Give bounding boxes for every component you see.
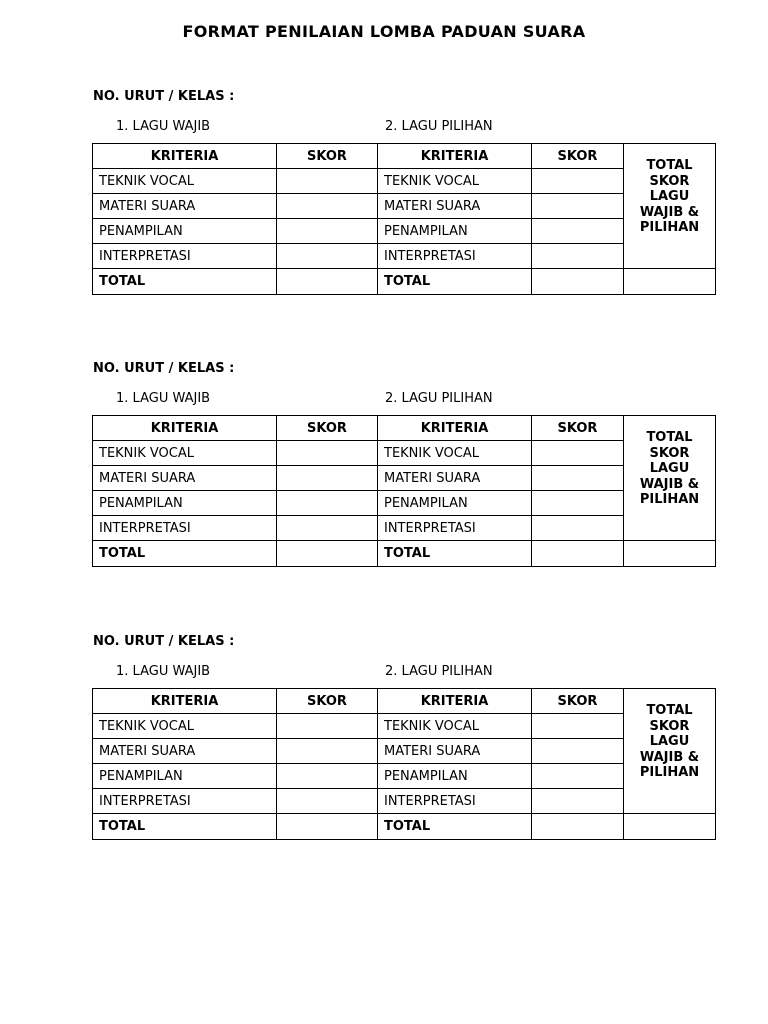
criteria-label: MATERI SUARA <box>93 194 277 219</box>
score-cell[interactable] <box>277 739 378 764</box>
criteria-label: INTERPRETASI <box>378 244 532 269</box>
score-cell[interactable] <box>532 739 624 764</box>
criteria-label: TEKNIK VOCAL <box>93 169 277 194</box>
table-row <box>93 441 716 466</box>
total-label: TOTAL <box>93 814 277 840</box>
table-row <box>93 219 716 244</box>
score-cell[interactable] <box>532 764 624 789</box>
criteria-label: MATERI SUARA <box>93 739 277 764</box>
table-header-row <box>93 416 716 441</box>
lagu-wajib-label: 1. LAGU WAJIB <box>116 664 211 679</box>
score-cell[interactable] <box>532 169 624 194</box>
total-row <box>93 541 716 567</box>
table-row <box>93 739 716 764</box>
score-cell[interactable] <box>532 491 624 516</box>
header-kriteria: KRITERIA <box>93 689 277 714</box>
total-label: TOTAL <box>378 814 532 840</box>
page-title: FORMAT PENILAIAN LOMBA PADUAN SUARA <box>182 22 586 41</box>
total-score-header: TOTAL SKOR LAGU WAJIB & PILIHAN <box>624 144 716 269</box>
lagu-pilihan-label: 2. LAGU PILIHAN <box>385 119 493 134</box>
criteria-label: INTERPRETASI <box>378 516 532 541</box>
header-kriteria: KRITERIA <box>378 416 532 441</box>
criteria-label: PENAMPILAN <box>378 219 532 244</box>
table-header-row <box>93 144 716 169</box>
header-skor: SKOR <box>532 689 624 714</box>
scoring-section-2 <box>0 361 768 591</box>
score-cell[interactable] <box>277 491 378 516</box>
score-cell[interactable] <box>277 516 378 541</box>
table-row <box>93 244 716 269</box>
score-cell[interactable] <box>532 789 624 814</box>
total-score-cell[interactable] <box>532 269 624 295</box>
score-table <box>92 415 716 567</box>
header-skor: SKOR <box>277 144 378 169</box>
score-cell[interactable] <box>277 219 378 244</box>
score-cell[interactable] <box>532 441 624 466</box>
header-kriteria: KRITERIA <box>93 144 277 169</box>
criteria-label: PENAMPILAN <box>378 764 532 789</box>
score-cell[interactable] <box>277 194 378 219</box>
scoring-section-1 <box>0 89 768 319</box>
criteria-label: TEKNIK VOCAL <box>93 441 277 466</box>
total-row <box>93 814 716 840</box>
table-row <box>93 764 716 789</box>
criteria-label: PENAMPILAN <box>93 219 277 244</box>
table-row <box>93 491 716 516</box>
score-cell[interactable] <box>532 516 624 541</box>
criteria-label: INTERPRETASI <box>93 244 277 269</box>
header-skor: SKOR <box>532 144 624 169</box>
total-score-cell[interactable] <box>277 814 378 840</box>
grand-total-cell[interactable] <box>624 541 716 567</box>
header-kriteria: KRITERIA <box>378 144 532 169</box>
score-cell[interactable] <box>532 194 624 219</box>
total-label: TOTAL <box>378 269 532 295</box>
criteria-label: MATERI SUARA <box>378 739 532 764</box>
score-cell[interactable] <box>277 764 378 789</box>
header-skor: SKOR <box>277 416 378 441</box>
criteria-label: PENAMPILAN <box>93 491 277 516</box>
score-cell[interactable] <box>277 714 378 739</box>
grand-total-cell[interactable] <box>624 814 716 840</box>
total-score-cell[interactable] <box>532 814 624 840</box>
score-table <box>92 143 716 295</box>
criteria-label: TEKNIK VOCAL <box>378 169 532 194</box>
criteria-label: MATERI SUARA <box>378 466 532 491</box>
score-cell[interactable] <box>277 466 378 491</box>
score-cell[interactable] <box>532 244 624 269</box>
header-skor: SKOR <box>532 416 624 441</box>
criteria-label: INTERPRETASI <box>93 516 277 541</box>
criteria-label: MATERI SUARA <box>93 466 277 491</box>
score-cell[interactable] <box>532 714 624 739</box>
no-urut-label: NO. URUT / KELAS : <box>93 89 235 104</box>
lagu-wajib-label: 1. LAGU WAJIB <box>116 391 211 406</box>
score-cell[interactable] <box>532 219 624 244</box>
table-row <box>93 194 716 219</box>
score-cell[interactable] <box>277 169 378 194</box>
table-row <box>93 714 716 739</box>
criteria-label: MATERI SUARA <box>378 194 532 219</box>
criteria-label: PENAMPILAN <box>93 764 277 789</box>
total-score-header: TOTAL SKOR LAGU WAJIB & PILIHAN <box>624 416 716 541</box>
score-table <box>92 688 716 840</box>
criteria-label: INTERPRETASI <box>93 789 277 814</box>
total-label: TOTAL <box>93 541 277 567</box>
no-urut-label: NO. URUT / KELAS : <box>93 634 235 649</box>
criteria-label: TEKNIK VOCAL <box>378 441 532 466</box>
score-cell[interactable] <box>532 466 624 491</box>
criteria-label: TEKNIK VOCAL <box>378 714 532 739</box>
lagu-pilihan-label: 2. LAGU PILIHAN <box>385 664 493 679</box>
table-row <box>93 789 716 814</box>
table-row <box>93 169 716 194</box>
score-cell[interactable] <box>277 441 378 466</box>
grand-total-cell[interactable] <box>624 269 716 295</box>
scoring-section-3 <box>0 634 768 864</box>
header-kriteria: KRITERIA <box>93 416 277 441</box>
header-kriteria: KRITERIA <box>378 689 532 714</box>
score-cell[interactable] <box>277 789 378 814</box>
table-row <box>93 516 716 541</box>
table-row <box>93 466 716 491</box>
criteria-label: PENAMPILAN <box>378 491 532 516</box>
total-label: TOTAL <box>378 541 532 567</box>
score-cell[interactable] <box>277 244 378 269</box>
total-score-cell[interactable] <box>277 269 378 295</box>
no-urut-label: NO. URUT / KELAS : <box>93 361 235 376</box>
criteria-label: INTERPRETASI <box>378 789 532 814</box>
lagu-pilihan-label: 2. LAGU PILIHAN <box>385 391 493 406</box>
table-header-row <box>93 689 716 714</box>
lagu-wajib-label: 1. LAGU WAJIB <box>116 119 211 134</box>
total-score-cell[interactable] <box>532 541 624 567</box>
total-score-header: TOTAL SKOR LAGU WAJIB & PILIHAN <box>624 689 716 814</box>
total-label: TOTAL <box>93 269 277 295</box>
total-row <box>93 269 716 295</box>
header-skor: SKOR <box>277 689 378 714</box>
criteria-label: TEKNIK VOCAL <box>93 714 277 739</box>
total-score-cell[interactable] <box>277 541 378 567</box>
